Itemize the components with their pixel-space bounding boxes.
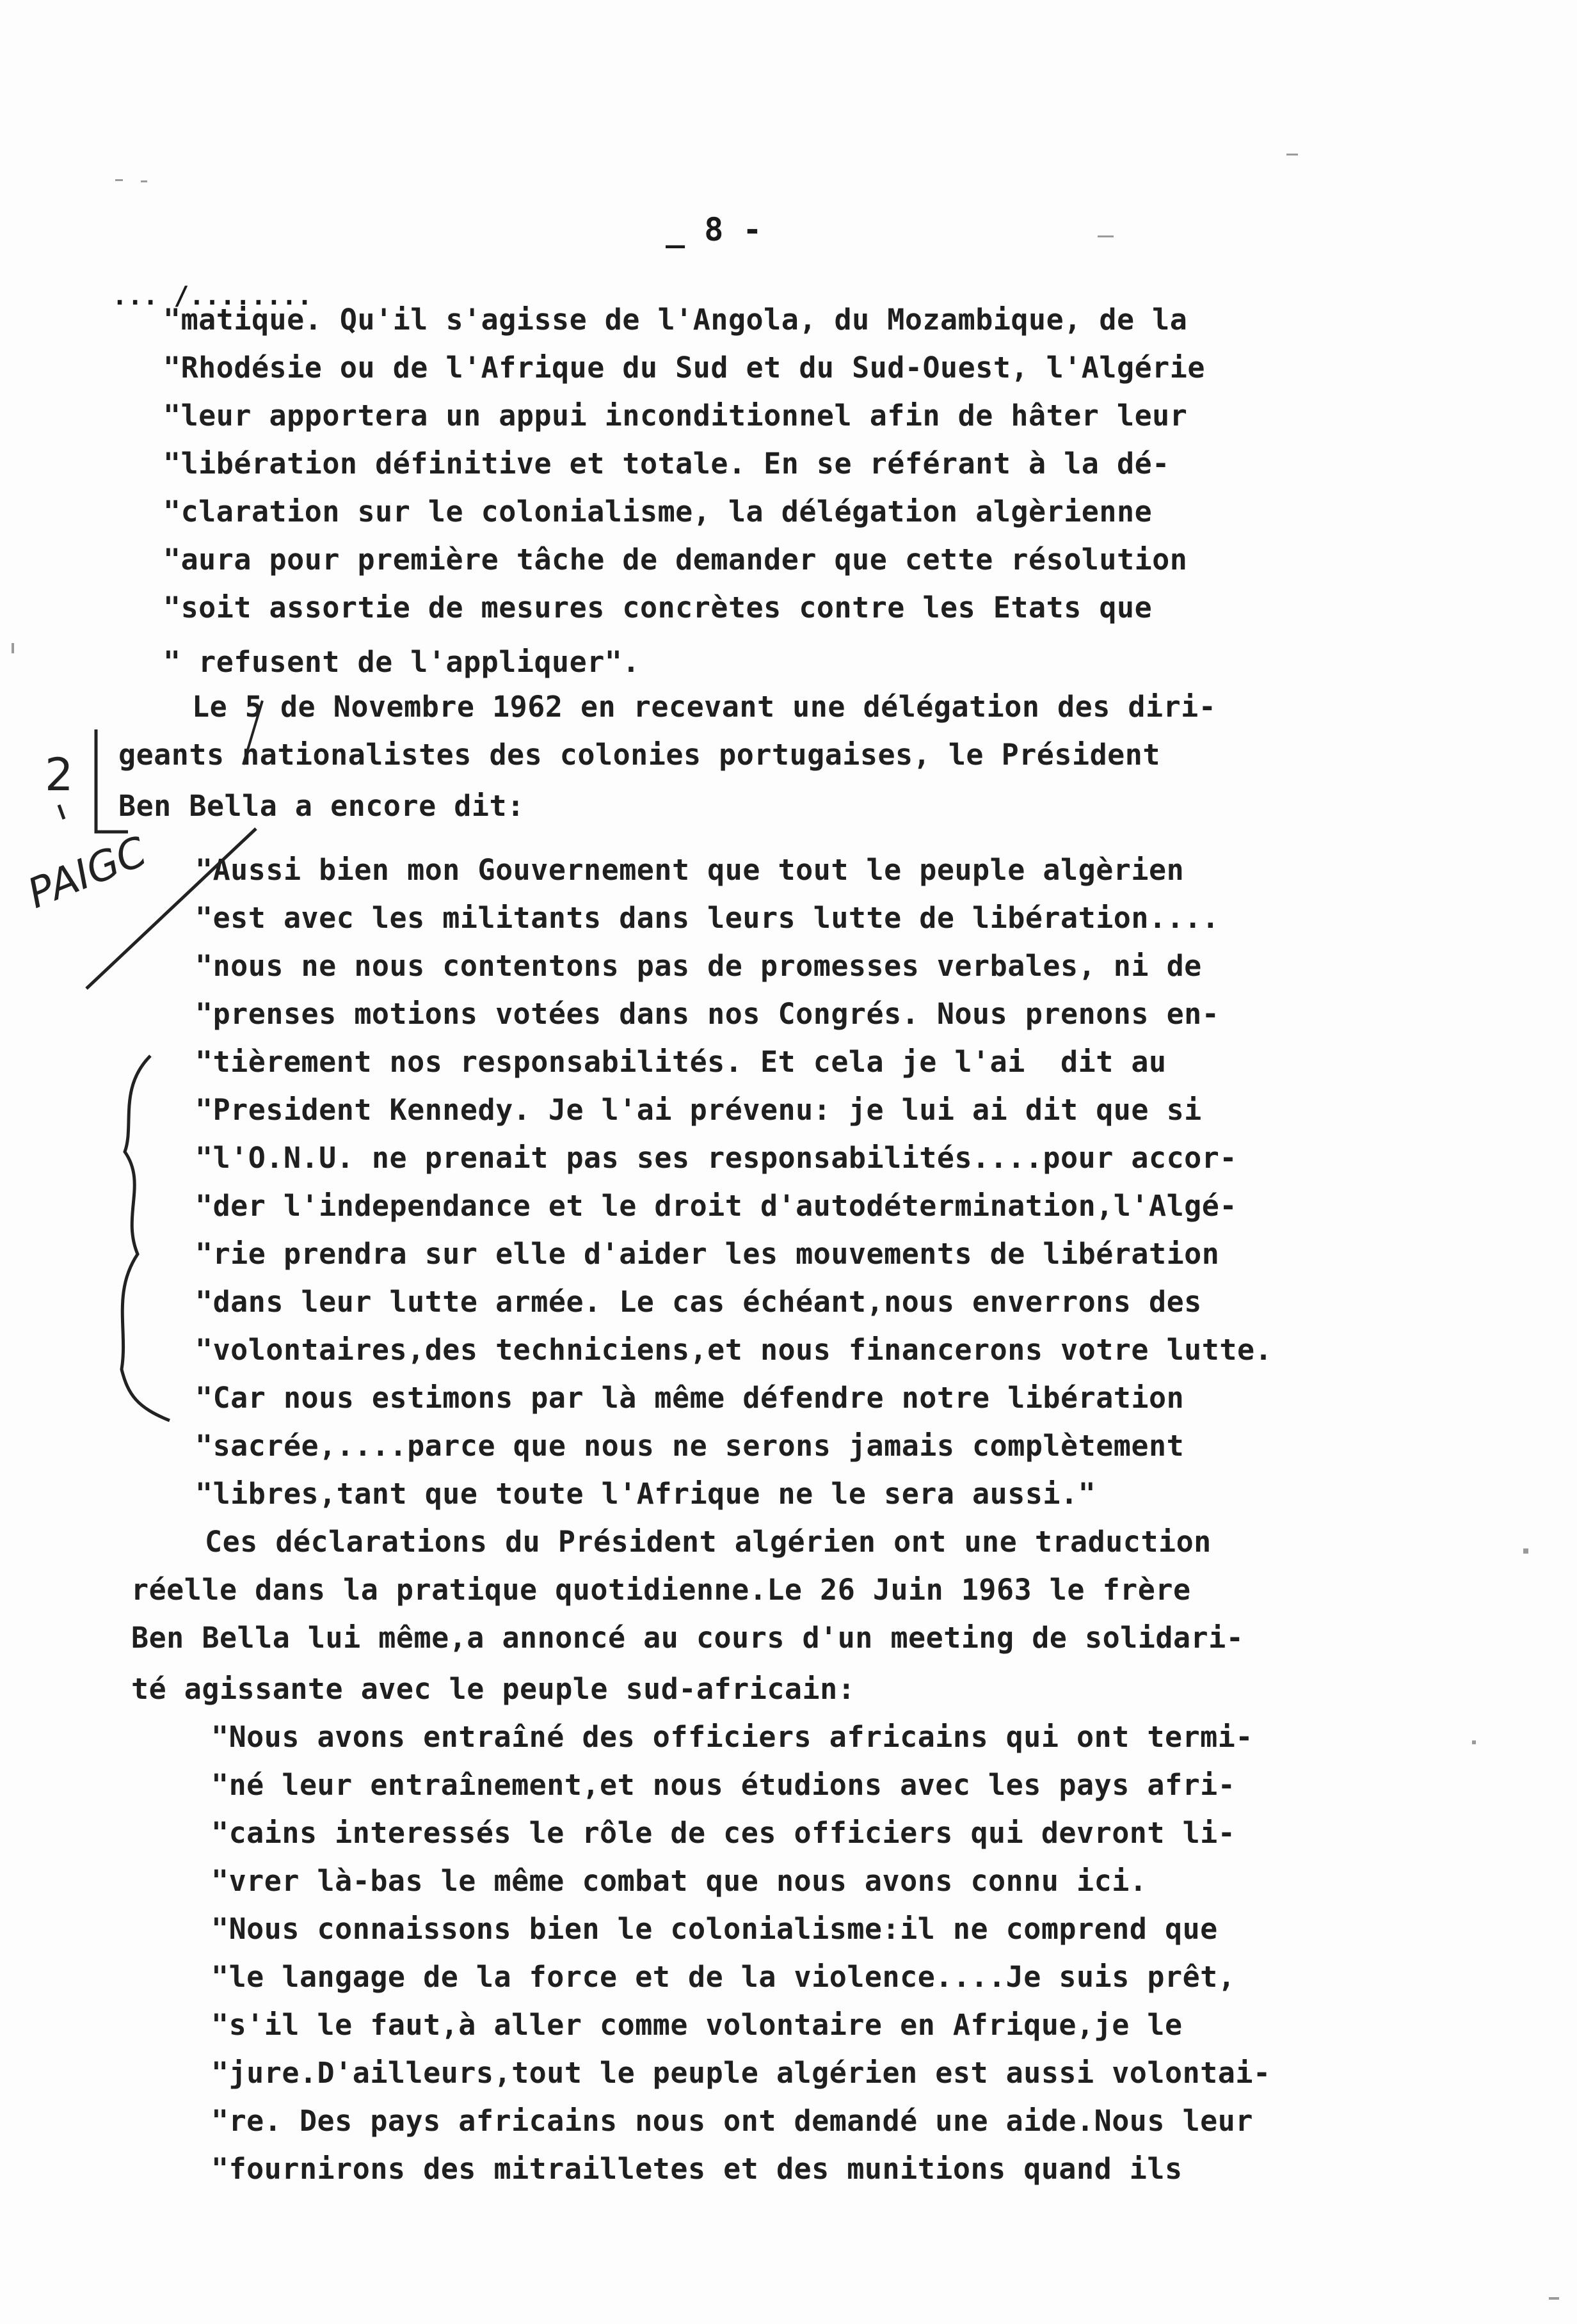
text-line: "dans leur lutte armée. Le cas échéant,nous enverrons des: [195, 1285, 1202, 1319]
text-line: Ben Bella a encore dit:: [118, 789, 525, 823]
scan-speck: [115, 179, 123, 181]
text-line: " refusent de l'appliquer".: [163, 645, 640, 679]
text-line: "jure.D'ailleurs,tout le peuple algérien est aussi volontai-: [211, 2056, 1271, 2090]
text-line: "claration sur le colonialisme, la délégation algèrienne: [163, 495, 1153, 529]
margin-tick-icon: [59, 805, 64, 819]
text-line: "Rhodésie ou de l'Afrique du Sud et du Sud-Ouest, l'Algérie: [163, 351, 1205, 385]
margin-number: 2: [45, 749, 74, 801]
text-line: "Car nous estimons par là même défendre notre libération: [195, 1381, 1185, 1415]
text-line: "libres,tant que toute l'Afrique ne le sera aussi.": [195, 1477, 1096, 1511]
scan-speck: [1472, 1740, 1476, 1744]
text-line: Ces déclarations du Président algérien ont une traduction: [205, 1525, 1212, 1559]
text-line: "Nous avons entraîné des officiers africains qui ont termi-: [211, 1720, 1253, 1754]
text-line: Le 5 de Novembre 1962 en recevant une délégation des diri-: [192, 690, 1217, 724]
margin-note: PAIGC: [21, 828, 154, 918]
text-line: Ben Bella lui même,a annoncé au cours d'un meeting de solidari-: [131, 1621, 1244, 1655]
text-line: "cains interessés le rôle de ces officiers qui devront li-: [211, 1816, 1236, 1850]
text-line: "est avec les militants dans leurs lutte de libération....: [195, 901, 1220, 935]
text-line: geants nationalistes des colonies portugaises, le Président: [118, 738, 1160, 772]
scan-speck: [141, 180, 147, 182]
text-line: "soit assortie de mesures concrètes contre les Etats que: [163, 591, 1153, 625]
text-line: "fournirons des mitrailletes et des munitions quand ils: [211, 2152, 1183, 2186]
text-line: "le langage de la force et de la violence....Je suis prêt,: [211, 1960, 1236, 1994]
text-line: "nous ne nous contentons pas de promesses verbales, ni de: [195, 949, 1202, 983]
text-line: "aura pour première tâche de demander que cette résolution: [163, 543, 1188, 577]
text-line: "Aussi bien mon Gouvernement que tout le peuple algèrien: [195, 853, 1185, 887]
text-line: "matique. Qu'il s'agisse de l'Angola, du Mozambique, de la: [163, 303, 1188, 337]
text-line: "vrer là-bas le même combat que nous avons connu ici.: [211, 1864, 1148, 1898]
scan-speck: [12, 643, 14, 653]
scan-speck: [1549, 2297, 1559, 2300]
text-line: "l'O.N.U. ne prenait pas ses responsabilités....pour accor-: [195, 1141, 1237, 1175]
text-line: "rie prendra sur elle d'aider les mouvements de libération: [195, 1237, 1220, 1271]
text-line: "tièrement nos responsabilités. Et cela je l'ai dit au: [195, 1045, 1167, 1079]
continuation-marker: ... /........: [112, 282, 313, 311]
text-line: "Nous connaissons bien le colonialisme:il ne comprend que: [211, 1912, 1218, 1946]
scan-speck: [1098, 235, 1114, 237]
text-line: "re. Des pays africains nous ont demandé une aide.Nous leur: [211, 2104, 1253, 2138]
scan-speck: [1523, 1548, 1528, 1554]
scan-speck: [1286, 154, 1298, 155]
text-line: "President Kennedy. Je l'ai prévenu: je lui ai dit que si: [195, 1093, 1202, 1127]
text-line: "sacrée,....parce que nous ne serons jamais complètement: [195, 1429, 1185, 1463]
text-line: "leur apportera un appui inconditionnel afin de hâter leur: [163, 399, 1188, 433]
text-line: "s'il le faut,à aller comme volontaire en Afrique,je le: [211, 2008, 1183, 2042]
text-line: "libération définitive et totale. En se référant à la dé-: [163, 447, 1170, 481]
curly-brace-icon: [122, 1056, 170, 1421]
text-line: "der l'independance et le droit d'autodétermination,l'Algé-: [195, 1189, 1237, 1223]
text-line: "né leur entraînement,et nous étudions avec les pays afri-: [211, 1768, 1236, 1802]
text-line: réelle dans la pratique quotidienne.Le 26 Juin 1963 le frère: [131, 1573, 1191, 1607]
text-line: "volontaires,des techniciens,et nous financerons votre lutte.: [195, 1333, 1273, 1367]
page-number: _ 8 -: [666, 211, 762, 248]
text-line: "prenses motions votées dans nos Congrés. Nous prenons en-: [195, 997, 1220, 1031]
text-line: té agissante avec le peuple sud-africain:: [131, 1672, 856, 1706]
